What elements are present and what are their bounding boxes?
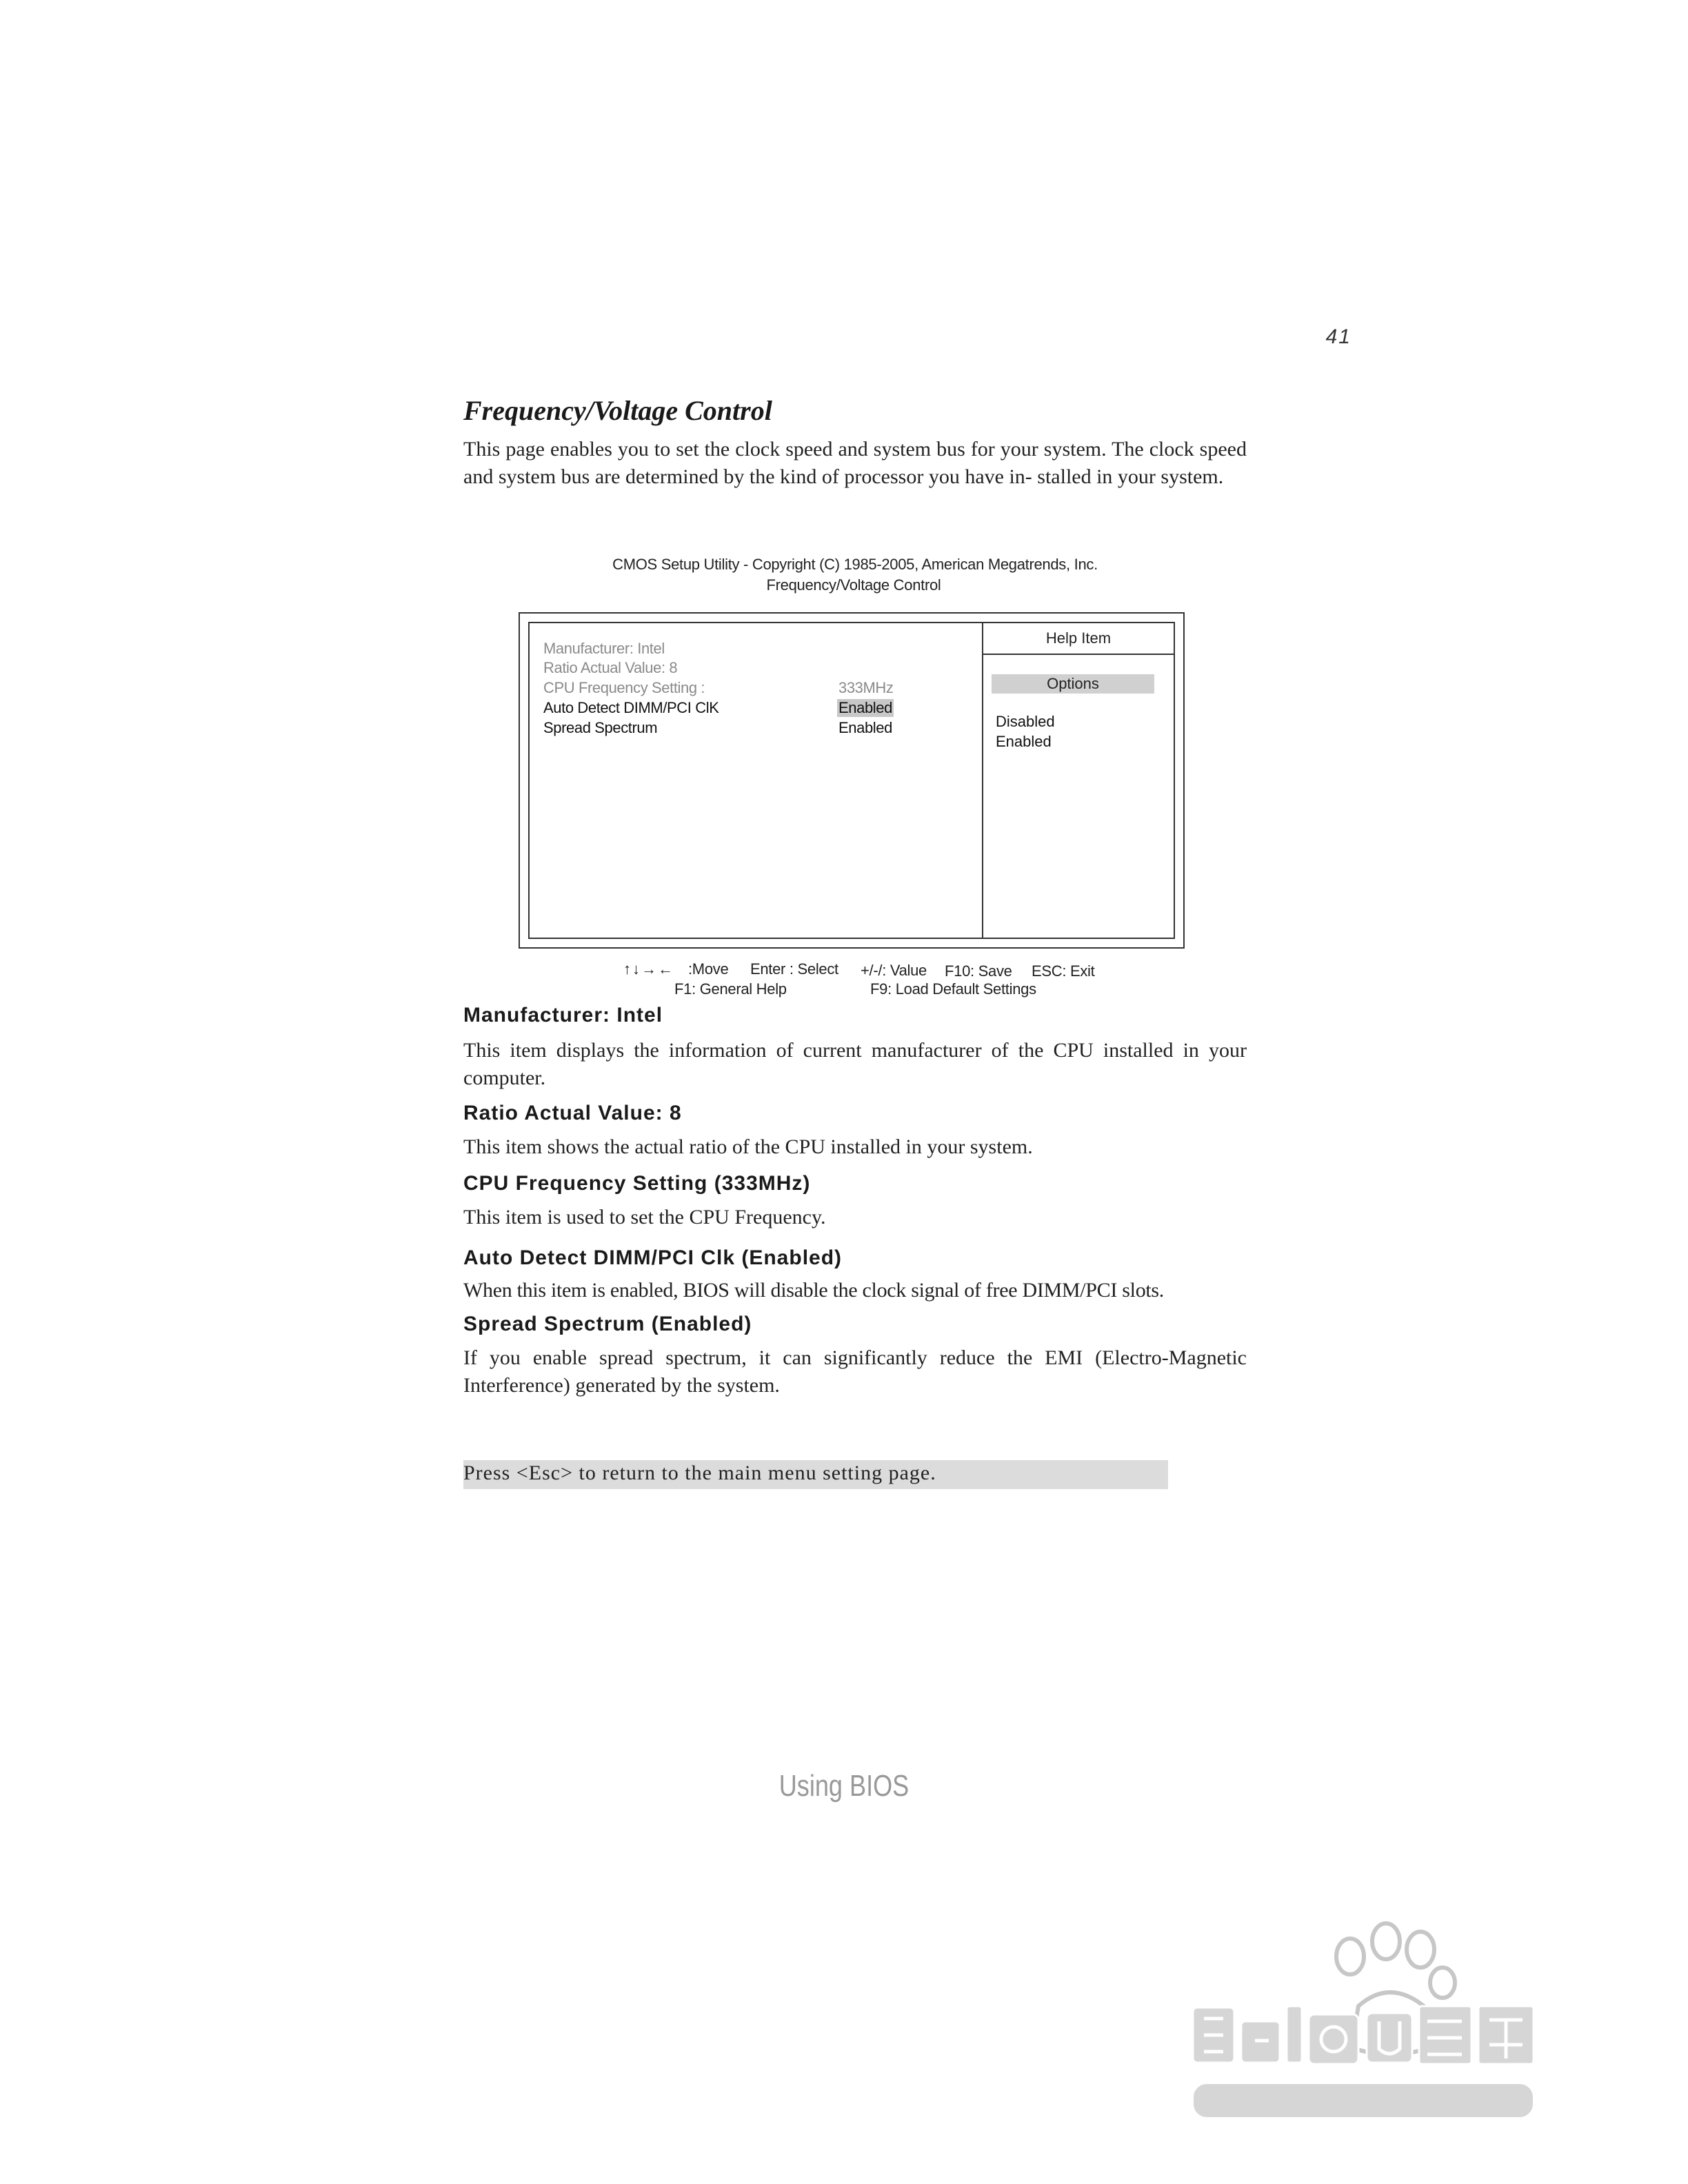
bios-panel-divider [982, 623, 983, 938]
item-text-spread-spectrum: If you enable spread spectrum, it can significantly reduce the EMI (Electro-Magnetic Interference) generated by the system. [463, 1346, 1247, 1397]
key-f9-defaults: F9: Load Default Settings [870, 980, 1036, 998]
footer-label: Using BIOS [778, 1769, 910, 1803]
item-heading-ratio: Ratio Actual Value: 8 [463, 1102, 682, 1124]
baidu-watermark-logo [1186, 1903, 1572, 2137]
bios-row-value-selected[interactable]: Enabled [838, 699, 892, 716]
intro-paragraph: This page enables you to set the clock speed and system bus for your system. The clock speed and system bus are determined by the kind of processor you have in- stalled in your system. [463, 438, 1247, 488]
bios-row-label: CPU Frequency Setting : [543, 679, 705, 696]
help-item-header: Help Item [983, 623, 1174, 655]
item-text-cpu-frequency: This item is used to set the CPU Frequency. [463, 1206, 826, 1228]
help-option-disabled[interactable]: Disabled [996, 713, 1055, 730]
item-text-ratio: This item shows the actual ratio of the CPU installed in your system. [463, 1135, 1033, 1158]
key-value: +/-/: Value [861, 962, 927, 979]
bios-screen-inner [528, 622, 1175, 939]
bios-row-cpu-frequency [543, 679, 978, 698]
item-heading-cpu-frequency: CPU Frequency Setting (333MHz) [463, 1172, 811, 1195]
key-enter-select: Enter : Select [750, 960, 838, 978]
bios-row-spread-spectrum[interactable] [543, 719, 978, 738]
key-esc-exit: ESC: Exit [1032, 962, 1095, 980]
bios-row-value: 333MHz [838, 679, 894, 696]
bios-row-label: Auto Detect DIMM/PCI ClK [543, 699, 719, 716]
item-text-auto-detect: When this item is enabled, BIOS will disable the clock signal of free DIMM/PCI slots. [463, 1279, 1165, 1302]
bios-row-label: Manufacturer: Intel [543, 640, 665, 657]
esc-note-text: Press <Esc> to return to the main menu setting page. [463, 1462, 936, 1484]
paw-logo-icon [1186, 1903, 1572, 2137]
key-move: :Move [688, 960, 729, 978]
bios-row-label: Spread Spectrum [543, 719, 658, 736]
item-heading-manufacturer: Manufacturer: Intel [463, 1004, 663, 1027]
bios-row-label: Ratio Actual Value: 8 [543, 659, 678, 676]
bios-screen-title: Frequency/Voltage Control [766, 576, 941, 594]
item-text-manufacturer: This item displays the information of current manufacturer of the CPU installed in your computer. [463, 1039, 1247, 1089]
page-number: 41 [1325, 325, 1352, 348]
bios-row-value[interactable]: Enabled [838, 719, 892, 736]
help-options-label: Options [992, 674, 1154, 694]
arrow-keys-icon: ↑↓→← [623, 960, 674, 978]
bios-row-manufacturer [543, 640, 978, 659]
esc-note-bar [463, 1460, 1168, 1489]
item-heading-spread-spectrum: Spread Spectrum (Enabled) [463, 1313, 752, 1335]
key-f1-help: F1: General Help [674, 980, 787, 998]
bios-row-ratio [543, 659, 978, 678]
key-f10-save: F10: Save [945, 962, 1012, 980]
section-title: Frequency/Voltage Control [463, 395, 772, 426]
help-option-enabled[interactable]: Enabled [996, 733, 1052, 750]
bios-row-auto-detect-dimm[interactable] [543, 699, 978, 718]
bios-copyright-line: CMOS Setup Utility - Copyright (C) 1985-2005, American Megatrends, Inc. [612, 556, 1098, 573]
item-heading-auto-detect: Auto Detect DIMM/PCI Clk (Enabled) [463, 1246, 843, 1269]
bios-screen [519, 612, 1185, 949]
